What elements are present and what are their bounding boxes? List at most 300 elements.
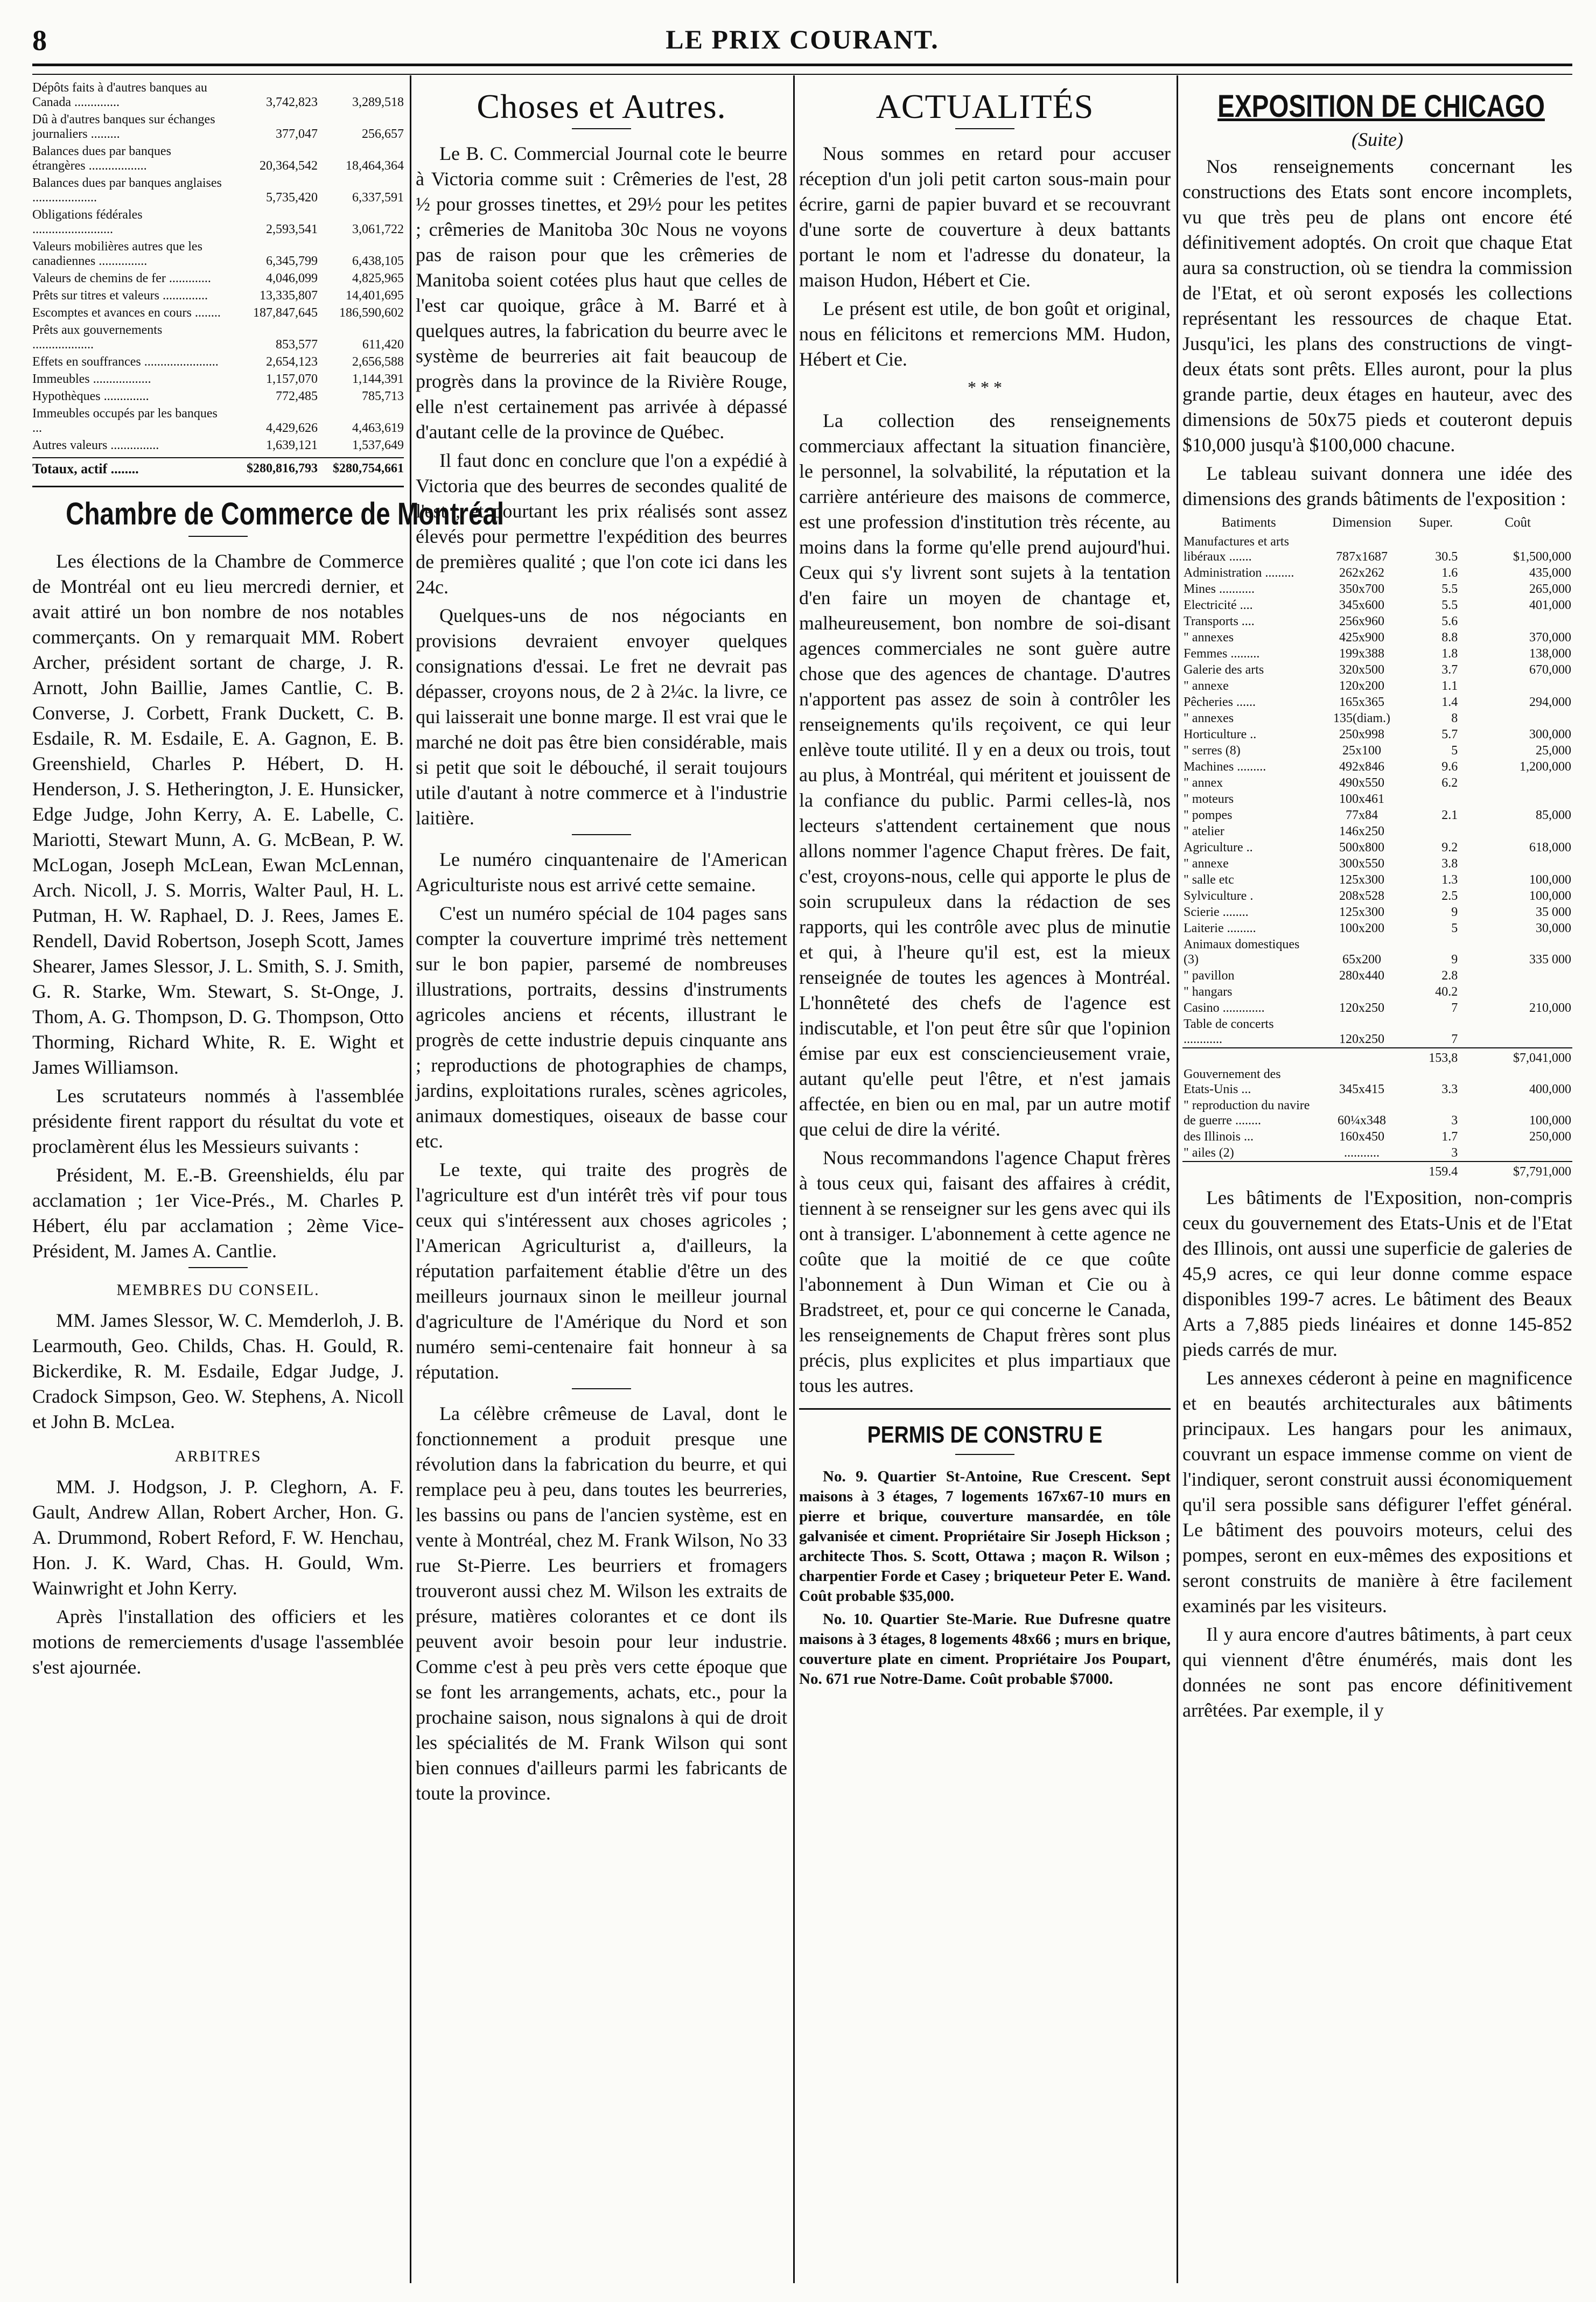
- table-row: [1182, 888, 1572, 904]
- table-cell: 125x300: [1339, 873, 1385, 887]
- title-underline: [572, 128, 631, 129]
- exposition-paragraph: Il y aura encore d'autres bâtiments, à part ceux qui viennent d'être énumérés, mais dont les données ne sont pas encore définitivement arrêtées. Par exemple, il y: [1182, 1624, 1572, 1721]
- finance-row-label: Obligations fédérales .........................: [32, 208, 143, 236]
- finance-row-label: Hypothèques ..............: [32, 389, 149, 403]
- table-cell: 5.6: [1441, 614, 1458, 628]
- column-3: [799, 81, 1171, 2283]
- table-cell: 294,000: [1529, 695, 1571, 709]
- section-rule: [32, 486, 404, 487]
- column-divider: [793, 75, 795, 2283]
- table-cell: 5.5: [1441, 582, 1458, 596]
- table-cell: Pêcheries ......: [1184, 695, 1256, 709]
- asterism: * * *: [968, 377, 1002, 397]
- table-cell: 3: [1451, 1114, 1458, 1128]
- table-cell: 7: [1451, 1032, 1458, 1046]
- table-cell: $7,041,000: [1463, 1048, 1572, 1066]
- table-cell: 6.2: [1441, 776, 1458, 790]
- finance-row-value: 4,825,965: [352, 271, 404, 285]
- finance-row: [32, 407, 404, 436]
- table-cell: [1315, 1162, 1409, 1180]
- table-cell: " annex: [1184, 776, 1223, 790]
- table-cell: 9: [1451, 905, 1458, 919]
- table-cell: 490x550: [1339, 776, 1385, 790]
- table-row: [1182, 646, 1572, 662]
- finance-row-label: Effets en souffrances .......................: [32, 355, 219, 369]
- table-row: [1182, 823, 1572, 839]
- finance-row-value: 377,047: [276, 127, 318, 141]
- table-row: [1182, 613, 1572, 629]
- table-cell: [1182, 1162, 1315, 1180]
- table-row: [1182, 1000, 1572, 1016]
- table-row: [1182, 759, 1572, 775]
- table-cell: 1.7: [1441, 1130, 1458, 1144]
- finance-row-value: 772,485: [276, 389, 318, 403]
- table-cell: " pavillon: [1184, 969, 1235, 983]
- exposition-table-intro: Le tableau suivant donnera une idée des dimensions des grands bâtiments de l'exposition :: [1182, 463, 1572, 509]
- table-row: [1182, 984, 1572, 1000]
- table-cell: 7: [1451, 1001, 1458, 1015]
- table-cell: [1182, 1048, 1315, 1066]
- table-cell: 100x200: [1339, 921, 1385, 935]
- choses-title: Choses et Autres.: [477, 87, 726, 125]
- table-cell: Horticulture ..: [1184, 727, 1257, 741]
- finance-row-value: 256,657: [362, 127, 404, 141]
- finance-total-value-2: $280,754,661: [333, 461, 404, 475]
- table-cell: " annexe: [1184, 857, 1229, 871]
- table-cell: [1463, 968, 1572, 984]
- table-cell: 125x300: [1339, 905, 1385, 919]
- table-cell: " salle etc: [1184, 873, 1234, 887]
- finance-row-value: 2,654,123: [266, 355, 318, 369]
- finance-row-label: Immeubles occupés par les banques ...: [32, 407, 218, 435]
- table-row: [1182, 807, 1572, 823]
- table-cell: 1.8: [1441, 647, 1458, 661]
- table-cell: [1463, 1016, 1572, 1048]
- finance-total-label: Totaux, actif ........: [32, 461, 139, 477]
- table-cell: " pompes: [1184, 808, 1233, 822]
- table-cell: 100,000: [1529, 873, 1571, 887]
- finance-row-value: 20,364,542: [260, 159, 318, 173]
- finance-row-value: 3,289,518: [352, 95, 404, 109]
- finance-row: [32, 208, 404, 237]
- table-cell: " atelier: [1184, 824, 1224, 838]
- exposition-table: [1182, 515, 1572, 1180]
- table-cell: 30.5: [1435, 550, 1458, 564]
- table-row: [1182, 920, 1572, 936]
- finance-row-value: 4,429,626: [266, 421, 318, 435]
- table-cell: 435,000: [1529, 566, 1571, 580]
- finance-row-value: 5,735,420: [266, 191, 318, 205]
- table-row: [1182, 904, 1572, 920]
- table-row: [1182, 872, 1572, 888]
- actualites-paragraph: Nous recommandons l'agence Chaput frères à tous ceux qui, faisant des affaires à crédit, tiennent à se renseigner sur les gens avec qui ils ont à transiger. L'abonnement à cette agence ne coûte que la moitié de ce que coûte l'abonnement à Dun Wiman et Cie ou à Bradstreet, et, pour ce qui concerne le Canada, les renseignements de Chaput frères sont plus précis, plus explicites et plus impartiaux que tous les autres.: [799, 1147, 1171, 1396]
- table-cell: 1.6: [1441, 566, 1458, 580]
- column-divider: [410, 75, 411, 2283]
- table-cell: [1463, 613, 1572, 629]
- column-1: [32, 81, 505, 2283]
- table-row: [1182, 581, 1572, 597]
- finance-row: [32, 323, 404, 352]
- table-cell: Machines .........: [1184, 760, 1266, 774]
- finance-row-value: 186,590,602: [339, 306, 404, 320]
- finance-row-value: 1,639,121: [266, 438, 318, 452]
- finance-row-value: 785,713: [362, 389, 404, 403]
- table-cell: 265,000: [1529, 582, 1571, 596]
- table-row: [1182, 856, 1572, 872]
- finance-row-label: Dépôts faits à d'autres banques au Canada ..............: [32, 81, 207, 109]
- table-cell: 120x250: [1339, 1001, 1385, 1015]
- page-number: 8: [32, 24, 47, 57]
- table-cell: Table de concerts ............: [1184, 1017, 1274, 1046]
- table-row: [1182, 743, 1572, 759]
- table-cell: Manufactures et arts libéraux .......: [1184, 535, 1289, 564]
- choses-paragraph: Il faut donc en conclure que l'on a expédié à Victoria que des beurres de secondes qualité de l'est ; et pourtant les prix réalisés sont assez élevés pour permettre l'expédition des beurres de premières qualité ; que l'on cote ici dans les 24c.: [416, 450, 787, 598]
- table-cell: 77x84: [1346, 808, 1378, 822]
- table-cell: 492x846: [1339, 760, 1385, 774]
- table-row: [1182, 1066, 1572, 1097]
- table-cell: " annexe: [1184, 679, 1229, 693]
- table-cell: 787x1687: [1336, 550, 1388, 564]
- table-cell: 3.8: [1441, 857, 1458, 871]
- section-divider: [572, 1388, 631, 1389]
- finance-row: [32, 81, 404, 110]
- finance-row-label: Valeurs de chemins de fer .............: [32, 271, 211, 285]
- table-cell: ...........: [1344, 1146, 1380, 1160]
- table-cell: 100,000: [1529, 1114, 1571, 1128]
- exposition-paragraph: Les annexes céderont à peine en magnificence et en beautés architecturales aux bâtiments principaux. Les hangars pour les animaux, couvrant un espace immense comme on vient de l'indiquer, seront construit aussi économiquement qu'il sera possible sans défigurer l'effet général. Le bâtiment des pouvoirs moteurs, celui des pompes, seront en eux-mêmes des expositions et seront construits de manière à être facilement examinés par les visiteurs.: [1182, 1367, 1572, 1617]
- table-row: [1182, 968, 1572, 984]
- table-row: [1182, 1016, 1572, 1048]
- column-4: [1182, 81, 1572, 2283]
- table-cell: 8.8: [1441, 631, 1458, 645]
- table-row: [1182, 565, 1572, 581]
- chambre-title: Chambre de Commerce de Montréal: [66, 496, 505, 531]
- section-divider: [188, 1267, 248, 1268]
- table-cell: " serres (8): [1184, 744, 1241, 758]
- table-cell: Electricité ....: [1184, 598, 1253, 612]
- table-cell: " moteurs: [1184, 792, 1234, 806]
- finance-row-value: 18,464,364: [346, 159, 404, 173]
- finance-row-value: 853,577: [276, 338, 318, 352]
- table-row: [1182, 629, 1572, 646]
- table-cell: 3.7: [1441, 663, 1458, 677]
- masthead-title: LE PRIX COURANT.: [666, 24, 939, 54]
- finance-row-value: 1,157,070: [266, 372, 318, 386]
- table-cell: 5.5: [1441, 598, 1458, 612]
- table-header: Coût: [1504, 515, 1531, 530]
- finance-row-value: 2,593,541: [266, 222, 318, 236]
- table-cell: 320x500: [1339, 663, 1385, 677]
- table-cell: $7,791,000: [1463, 1162, 1572, 1180]
- finance-row-label: Autres valeurs ...............: [32, 438, 159, 452]
- chambre-paragraph: Les scrutateurs nommés à l'assemblée présidente firent rapport du résultat du vote et proclamèrent élus les Messieurs suivants :: [32, 1085, 404, 1157]
- table-cell: 350x700: [1339, 582, 1385, 596]
- table-cell: 300x550: [1339, 857, 1385, 871]
- table-row: [1182, 597, 1572, 613]
- table-cell: Casino .............: [1184, 1001, 1265, 1015]
- table-cell: 120x200: [1339, 679, 1385, 693]
- finance-row-label: Immeubles ..................: [32, 372, 151, 386]
- finance-row-value: 4,046,099: [266, 271, 318, 285]
- table-cell: 100,000: [1529, 889, 1571, 903]
- table-cell: [1315, 1048, 1409, 1066]
- column-divider: [1177, 75, 1178, 2283]
- table-cell: [1463, 984, 1572, 1000]
- table-cell: 500x800: [1339, 841, 1385, 855]
- actualites-paragraph: Le présent est utile, de bon goût et original, nous en félicitons et remercions MM. Hudon, Hébert et Cie.: [799, 298, 1171, 370]
- table-header-row: [1182, 515, 1572, 534]
- table-cell: Mines ...........: [1184, 582, 1255, 596]
- table-row: [1182, 694, 1572, 710]
- table-row: [1182, 1097, 1572, 1129]
- choses-paragraph: Le B. C. Commercial Journal cote le beurre à Victoria comme suit : Crêmeries de l'est, 28 ½ pour grosses tinettes, et 29½ pour les petites ; crêmeries de Manitoba 30c Nous ne voyons pas de raison pour que les crêmeries de Manitoba soient cotées plus haut que celles de l'est car quoique, grâce à M. Barré et à quelques autres, la fabrication du beurre avec le système de beurreries ait fait beaucoup de progrès dans la province de la Rivière Rouge, elle n'est certainement pas arrivée à dépassé d'autant celle de la province de Québec.: [416, 143, 787, 443]
- table-cell: 1.1: [1441, 679, 1458, 693]
- choses-paragraph: Quelques-uns de nos négociants en provisions devraient envoyer quelques consignations d'essai. Le fret ne devrait pas dépasser, croyons nous, de 2 à 2¼c. la livre, ce qui laisserait une bonne marge. Il est vrai que le marché ne doit pas être bien considérable, mais si petit que soit le débouché, il serait toujours utile d'autant à notre commerce et à l'industrie laitière.: [416, 605, 787, 829]
- title-underline: [955, 128, 1014, 129]
- finance-row-value: 3,061,722: [352, 222, 404, 236]
- finance-row: [32, 372, 404, 387]
- finance-row-value: 4,463,619: [352, 421, 404, 435]
- table-cell: 25x100: [1342, 744, 1382, 758]
- table-cell: Sylviculture .: [1184, 889, 1254, 903]
- table-cell: 138,000: [1529, 647, 1571, 661]
- title-underline: [955, 1454, 1014, 1455]
- finance-row: [32, 144, 404, 173]
- finance-row-label: Valeurs mobilières autres que les canadiennes ...............: [32, 240, 202, 268]
- table-cell: " annexes: [1184, 631, 1234, 645]
- table-cell: 618,000: [1529, 841, 1571, 855]
- table-cell: 2.1: [1441, 808, 1458, 822]
- table-cell: 9.2: [1441, 841, 1458, 855]
- table-cell: 153,8: [1409, 1048, 1463, 1066]
- choses-paragraph: Le texte, qui traite des progrès de l'agriculture est d'un intérêt très vif pour tous ceux qui s'intéressent aux choses agricoles ; l'American Agriculturist a, d'ailleurs, la réputation parfaitement établie d'être un des meilleurs journaux sinon le meilleur journal d'agriculture de l'Amérique du Nord et son numéro semi-centenaire fait honneur à sa réputation.: [416, 1159, 787, 1383]
- finance-row: [32, 113, 404, 142]
- table-cell: $1,500,000: [1513, 550, 1571, 564]
- table-cell: 401,000: [1529, 598, 1571, 612]
- finance-row-value: 1,537,649: [352, 438, 404, 452]
- table-cell: 5.7: [1441, 727, 1458, 741]
- finance-row-value: 6,438,105: [352, 254, 404, 268]
- table-cell: 5: [1451, 921, 1458, 935]
- table-row: [1182, 726, 1572, 743]
- finance-table: [32, 81, 404, 453]
- finance-row: [32, 306, 404, 320]
- table-cell: 370,000: [1529, 631, 1571, 645]
- table-cell: 250x998: [1339, 727, 1385, 741]
- table-cell: 8: [1451, 711, 1458, 725]
- finance-total-value-1: $280,816,793: [247, 461, 318, 475]
- table-cell: 2.8: [1441, 969, 1458, 983]
- suite-label: (Suite): [1352, 129, 1403, 150]
- table-cell: 35 000: [1536, 905, 1571, 919]
- table-cell: 2.5: [1441, 889, 1458, 903]
- finance-row: [32, 240, 404, 269]
- choses-paragraph: Le numéro cinquantenaire de l'American Agriculturiste nous est arrivé cette semaine.: [416, 849, 787, 895]
- table-cell: Scierie ........: [1184, 905, 1249, 919]
- finance-row-value: 3,742,823: [266, 95, 318, 109]
- table-cell: 5: [1451, 744, 1458, 758]
- permis-list: [799, 1467, 1171, 1689]
- table-header: Dimension: [1332, 515, 1391, 530]
- finance-row-label: Prêts sur titres et valeurs ..............: [32, 289, 208, 303]
- table-cell: [1463, 1145, 1572, 1162]
- table-cell: 9: [1451, 953, 1458, 967]
- table-row: [1182, 1145, 1572, 1162]
- table-row: [1182, 839, 1572, 856]
- table-cell: [1463, 856, 1572, 872]
- actualites-paragraph: Nous sommes en retard pour accuser réception d'un joli petit carton sous-main pour écrire, garni de papier buvard et se recouvrant d'une sorte de couverture à deux battants portant le nom et l'adresse du donateur, la maison Hudon, Hébert et Cie.: [799, 143, 1171, 291]
- table-row: [1182, 1129, 1572, 1145]
- table-cell: Gouvernement des Etats-Unis ...: [1184, 1067, 1281, 1096]
- chambre-closing: Après l'installation des officiers et les motions de remerciements d'usage l'assemblée s'est ajournée.: [32, 1606, 404, 1678]
- table-cell: [1463, 791, 1572, 807]
- finance-row-value: 6,345,799: [266, 254, 318, 268]
- table-cell: 85,000: [1536, 808, 1571, 822]
- table-cell: 159.4: [1409, 1162, 1463, 1180]
- table-cell: 165x365: [1339, 695, 1385, 709]
- header-rule: [32, 64, 1572, 75]
- table-cell: 1,200,000: [1520, 760, 1571, 774]
- table-cell: 146x250: [1339, 824, 1385, 838]
- section-divider: [572, 834, 631, 835]
- table-cell: 262x262: [1339, 566, 1385, 580]
- exposition-intro: Nos renseignements concernant les constructions des Etats sont encore incomplets, vu que très peu de plans ont encore été définitivement adoptés. On croit que chaque Etat aura sa construction, où se tiendra la commission de l'Etat, et où seront exposés les collections représentant les ressources de chaque Etat. Jusqu'ici, les plans des constructions de vingt-deux états sont prêts. Elles auront, pour la plus grande partie, deux étages en hauteur, avec des dimensions de 50x75 pieds et couteront depuis $10,000 jusqu'à $100,000 chacune.: [1182, 156, 1572, 456]
- chambre-paragraph: Président, M. E.-B. Greenshields, élu par acclamation ; 1er Vice-Prés., M. Charles P. Hébert, élu par acclamation ; 2ème Vice-Président, M. James A. Cantlie.: [32, 1164, 404, 1262]
- column-2: [416, 81, 787, 2283]
- table-cell: Laiterie .........: [1184, 921, 1256, 935]
- table-cell: Animaux domestiques (3): [1184, 937, 1300, 967]
- table-cell: Transports ....: [1184, 614, 1255, 628]
- finance-row: [32, 438, 404, 453]
- table-cell: 280x440: [1339, 969, 1385, 983]
- table-cell: " reproduction du navire de guerre ........: [1184, 1098, 1310, 1128]
- table-cell: 40.2: [1435, 985, 1458, 999]
- table-row: [1182, 710, 1572, 726]
- table-cell: 120x250: [1339, 1032, 1385, 1046]
- table-row: [1182, 775, 1572, 791]
- finance-row-value: 1,144,391: [352, 372, 404, 386]
- table-cell: [1463, 678, 1572, 694]
- arbitres-heading: ARBITRES: [174, 1447, 262, 1465]
- choses-paragraph: La célèbre crêmeuse de Laval, dont le fonctionnement a produit presque une révolution dans la fabrication du beurre, et qui remplace peu à peu, dans toutes les beurreries, les bassins ou pans de l'ancien système, est en vente à Montréal, chez M. Frank Wilson, No 33 rue St-Pierre. Les beurriers et fromagers trouveront aussi chez M. Wilson les extraits de présure, matières colorantes et ce dont ils peuvent avoir besoin pour leur industrie. Comme c'est à peu près vers cette époque que se font les arrangements, achats, etc., pour la prochaine saison, nous signalons à qui de droit les spécialités de M. Frank Wilson qui sont bien connues d'ailleurs parmi les fabricants de toute la province.: [416, 1403, 787, 1804]
- table-cell: [1463, 775, 1572, 791]
- finance-row-value: 187,847,645: [253, 306, 318, 320]
- table-cell: 3: [1451, 1146, 1458, 1160]
- table-cell: 199x388: [1339, 647, 1385, 661]
- section-rule: [799, 1408, 1171, 1410]
- table-cell: 9.6: [1441, 760, 1458, 774]
- table-cell: 670,000: [1529, 663, 1571, 677]
- table-cell: Galerie des arts: [1184, 663, 1264, 677]
- table-cell: 345x415: [1339, 1082, 1385, 1096]
- finance-row-label: Balances dues par banques anglaises ....................: [32, 176, 222, 205]
- table-cell: " hangars: [1184, 985, 1233, 999]
- table-cell: " ailes (2): [1184, 1146, 1234, 1160]
- table-cell: 65x200: [1342, 953, 1382, 967]
- table-header: Super.: [1418, 515, 1453, 530]
- finance-row-value: 2,656,588: [352, 355, 404, 369]
- exposition-title: EXPOSITION DE CHICAGO: [1217, 89, 1545, 124]
- actualites-paragraph: La collection des renseignements commerciaux affectant la situation financière, le personnel, la solvabilité, la réputation et la carrière antérieure des maisons de commerce, est une profession d'institution très récente, au moins dans la forme qu'elle prend aujourd'hui. Ceux qui s'y livrent sont sujets à la tentation d'en faire un moyen de chantage et, malheureusement, bon nombre de soi-disant agences commerciales ne sont guère autre chose que des agences de chantage. D'autres n'apportent pas assez de soin à contrôler les renseignements qu'ils reçoivent, ce qui leur enlève toute utilité. Il y en a deux ou trois, tout au plus, à Montréal, qui méritent et jouissent de la confiance du public. Parmi celles-là, nos lecteurs s'attendent certainement que nous allons nommer l'agence Chaput frères. De fait, c'est, croyons-nous, celle qui apporte le plus de soin scrupuleux dans la rédaction de ses rapports, qui les contrôle avec plus de minutie et qui, à l'heure qu'il est, est la mieux renseignée de toutes les agences à Montréal. L'honnêteté des chefs de l'agence est indiscutable, et l'on peut être sûr que l'opinion émise par eux est consciencieusement vraie, autant qu'elle peut l'être, et n'est jamais affectée, en bien ou en mal, par un autre motif que celui de dire la vérité.: [799, 410, 1171, 1140]
- table-cell: 425x900: [1339, 631, 1385, 645]
- finance-row: [32, 355, 404, 369]
- table-subtotal-row: [1182, 1048, 1572, 1066]
- table-cell: [1409, 791, 1463, 807]
- chambre-paragraph: Les élections de la Chambre de Commerce de Montréal ont eu lieu mercredi dernier, et avait attiré un bon nombre de nos notables commerçants. On y remarquait MM. Robert Archer, président sortant de charge, J. R. Arnott, John Baillie, James Cantlie, C. B. Converse, J. Corbett, Frank Duckett, C. B. Esdaile, R. M. Esdaile, E. A. Gagnon, E. B. Greenshield, Charles P. Hébert, D. H. Henderson, J. S. Hetherington, J. E. Hunsicker, Edge Judge, John Kerry, A. E. Labelle, C. Mariotti, Stewart Munn, A. G. McBean, P. W. McLogan, Joseph McLean, Ewan McLennan, Arch. Nicoll, J. S. Morris, Walter Paul, H. L. Putman, H. W. Raphael, D. J. Rees, James E. Rendell, David Robertson, Joseph Scott, James Shearer, James Slessor, J. L. Smith, S. J. Smith, G. R. Starke, Wm. Stewart, S. St-Onge, J. Thom, A. G. Thompson, D. G. Thompson, Otto Thorming, Richard White, R. E. Wight et James Williamson.: [32, 550, 404, 1078]
- table-cell: 1.4: [1441, 695, 1458, 709]
- table-cell: 335 000: [1529, 953, 1571, 967]
- finance-row-value: 13,335,807: [260, 289, 318, 303]
- title-underline: [188, 536, 248, 537]
- table-row: [1182, 678, 1572, 694]
- finance-total-row: [32, 457, 404, 476]
- table-row: [1182, 662, 1572, 678]
- table-cell: 60¼x348: [1338, 1114, 1387, 1128]
- conseil-text: MM. James Slessor, W. C. Memderloh, J. B. Learmouth, Geo. Childs, Chas. H. Gould, R. Bickerdike, R. M. Esdaile, Edgar Judge, J. Cradock Simpson, Geo. W. Stephens, A. Nicoll et John B. McLea.: [32, 1310, 404, 1432]
- table-cell: Femmes .........: [1184, 647, 1260, 661]
- table-cell: 345x600: [1339, 598, 1385, 612]
- table-cell: 30,000: [1536, 921, 1571, 935]
- table-cell: [1463, 823, 1572, 839]
- finance-row-value: 14,401,695: [346, 289, 404, 303]
- table-header: Batiments: [1221, 515, 1276, 530]
- exposition-paragraph: Les bâtiments de l'Exposition, non-compris ceux du gouvernement des Etats-Unis et de l'Etat des Illinois, ont aussi une superficie de galeries de 45,9 acres, ce qui leur donne comme espace disponibles 199-7 acres. Le bâtiment des Beaux Arts a 7,885 pieds linéaires et donne 145-852 pieds carrés de mur.: [1182, 1187, 1572, 1360]
- table-cell: 135(diam.): [1333, 711, 1391, 725]
- table-cell: 300,000: [1529, 727, 1571, 741]
- choses-paragraph: C'est un numéro spécial de 104 pages sans compter la couverture imprimé très nettement sur le bon papier, parsemé de nombreuses illustrations, portraits, dessins d'instruments agricoles anciens et récents, illustrant le progrès de cette industrie depuis cinquante ans ; reproductions de photographies de champs, jardins, exploitations rurales, scènes agricoles, animaux domestiques, oiseaux de basse cour etc.: [416, 902, 787, 1152]
- table-row: [1182, 936, 1572, 968]
- page-header: [32, 22, 1572, 59]
- table-cell: 250,000: [1529, 1130, 1571, 1144]
- finance-row: [32, 176, 404, 205]
- table-cell: [1409, 823, 1463, 839]
- table-cell: Agriculture ..: [1184, 841, 1253, 855]
- table-cell: 208x528: [1339, 889, 1385, 903]
- table-cell: 160x450: [1339, 1130, 1385, 1144]
- permis-title: PERMIS DE CONSTRU E: [867, 1422, 1103, 1448]
- finance-row-label: Escomptes et avances en cours ........: [32, 306, 221, 320]
- finance-row-label: Dû à d'autres banques sur échanges journaliers .........: [32, 113, 215, 141]
- table-cell: [1315, 984, 1409, 1000]
- finance-row-label: Prêts aux gouvernements ...................: [32, 323, 163, 352]
- table-cell: des Illinois ...: [1184, 1130, 1254, 1144]
- table-cell: 100x461: [1339, 792, 1385, 806]
- table-cell: 400,000: [1529, 1082, 1571, 1096]
- table-cell: [1463, 710, 1572, 726]
- table-cell: 25,000: [1536, 744, 1571, 758]
- conseil-heading: MEMBRES DU CONSEIL.: [116, 1281, 320, 1299]
- table-subtotal-row: [1182, 1162, 1572, 1180]
- finance-row-label: Balances dues par banques étrangères ..................: [32, 144, 171, 173]
- table-cell: 1.3: [1441, 873, 1458, 887]
- finance-row: [32, 389, 404, 404]
- arbitres-text: MM. J. Hodgson, J. P. Cleghorn, A. F. Gault, Andrew Allan, Robert Archer, Hon. G. A. Drummond, Robert Reford, F. W. Henchau, Hon. J. K. Ward, Chas. H. Gould, Wm. Wainwright et John Kerry.: [32, 1476, 404, 1599]
- table-cell: 210,000: [1529, 1001, 1571, 1015]
- finance-row: [32, 289, 404, 303]
- table-cell: 3.3: [1441, 1082, 1458, 1096]
- table-cell: Administration .........: [1184, 566, 1294, 580]
- table-row: [1182, 791, 1572, 807]
- permis-item: No. 10. Quartier Ste-Marie. Rue Dufresne quatre maisons à 3 étages, 8 logements 48x66 ; murs en brique, couverture plate en ciment. Propriétaire Jos Poupart, No. 671 rue Notre-Dame. Coût probable $7000.: [799, 1611, 1171, 1688]
- table-row: [1182, 534, 1572, 565]
- actualites-title: ACTUALITÉS: [876, 87, 1094, 125]
- table-cell: 256x960: [1339, 614, 1385, 628]
- finance-row-value: 6,337,591: [352, 191, 404, 205]
- finance-row: [32, 271, 404, 286]
- table-cell: " annexes: [1184, 711, 1234, 725]
- permis-item: No. 9. Quartier St-Antoine, Rue Crescent. Sept maisons à 3 étages, 7 logements 167x67-10 murs en pierre et brique, couverture mansardée, en tôle galvanisée et ciment. Propriétaire Sir Joseph Hickson ; architecte Thos. S. Scott, Ottawa ; maçon R. Wilson ; charpentier Forde et Casey ; briqueteur Peter E. Wand. Coût probable $35,000.: [799, 1468, 1171, 1605]
- finance-row-value: 611,420: [362, 338, 404, 352]
